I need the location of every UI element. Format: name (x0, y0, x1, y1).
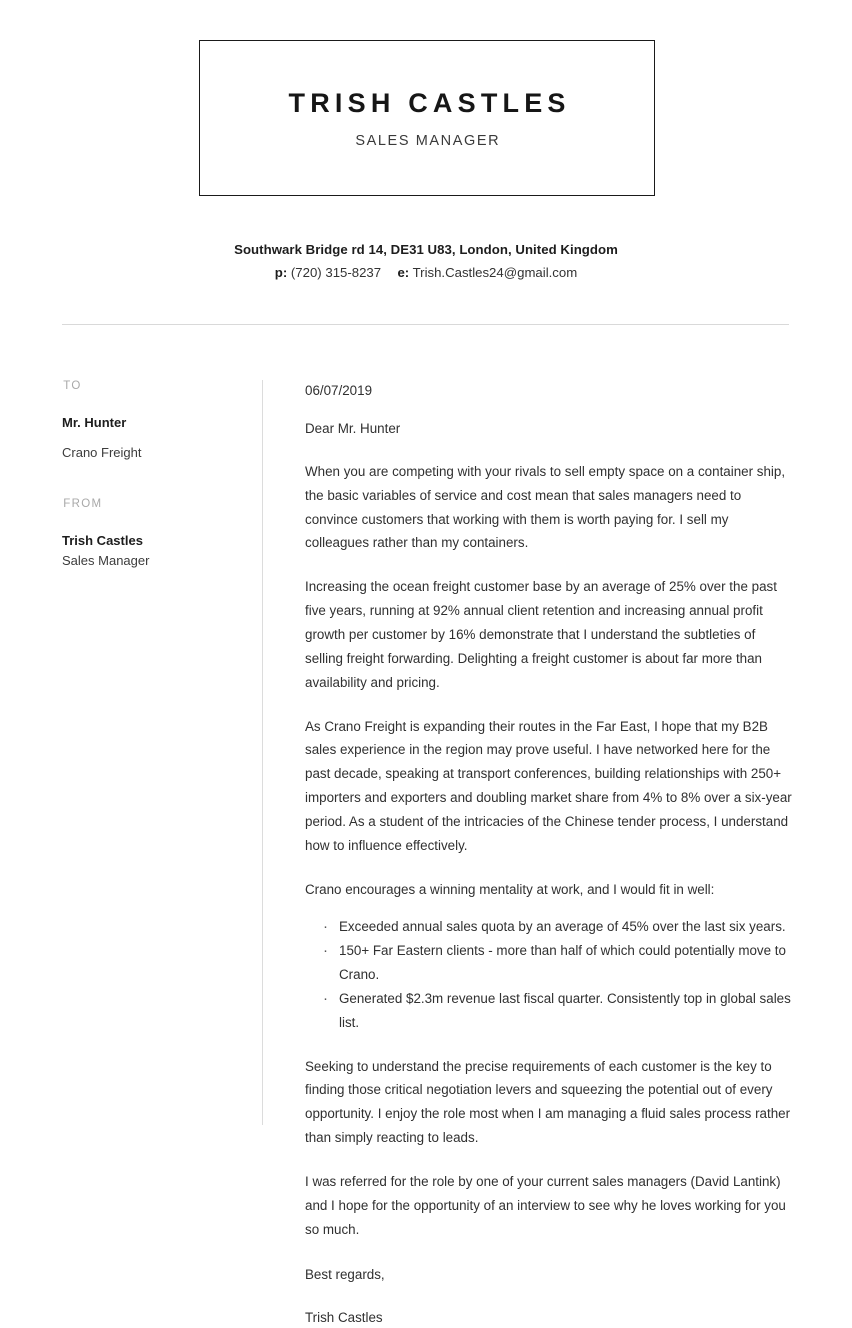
sidebar-to-label: TO (63, 380, 82, 392)
header-job-title: SALES MANAGER (355, 133, 501, 150)
letter-salutation: Dear Mr. Hunter (305, 421, 401, 437)
sidebar (62, 380, 247, 568)
sidebar-recipient-company: Crano Freight (62, 445, 142, 460)
letter-paragraph: Seeking to understand the precise requirements of each customer is the key to finding those critical negotiation levers and squeezing the potential out of every opportunity. I enjoy the role most when I am managing a fluid sales process rather than simply reacting to leads. (305, 1058, 791, 1146)
sidebar-sender-title: Sales Manager (62, 553, 150, 568)
sidebar-recipient-name: Mr. Hunter (62, 415, 127, 430)
letter-paragraph: When you are competing with your rivals to sell empty space on a container ship, the basic variables of service and cost mean that sales managers need to convince customers that working with them is worth paying for. I sell my colleagues rather than my containers. (305, 463, 786, 551)
letter-paragraph: I was referred for the role by one of your current sales managers (David Lantink) and I hope for the opportunity of an interview to see why he loves working for you so much. (305, 1174, 786, 1237)
sidebar-from-label: FROM (63, 498, 103, 510)
header-name-box (199, 40, 655, 196)
vertical-divider (262, 380, 263, 1125)
sidebar-sender-name: Trish Castles (62, 533, 143, 548)
page-title: TRISH CASTLES (288, 87, 571, 118)
list-item: · 150+ Far Eastern clients - more than half of which could potentially move to Crano. (322, 939, 793, 986)
letter-date: 06/07/2019 (305, 383, 373, 398)
letter-paragraph: As Crano Freight is expanding their routes in the Far East, I hope that my B2B sales experience in the region may prove useful. I have networked here for the past decade, speaking at transport conferences, building relationships with 250+ importers and exporters and doubling market share from 4% to 8% over a six-year period. As a student of the intricacies of the Chinese tender process, I understand how to influence effectively. (305, 718, 792, 853)
email-value: Trish.Castles24@gmail.com (412, 264, 578, 280)
contact-address: Southwark Bridge rd 14, DE31 U83, London, United Kingdom (234, 242, 618, 257)
letter-signature: Trish Castles (305, 1310, 383, 1326)
list-item: · Exceeded annual sales quota by an average of 45% over the last six years. (322, 915, 793, 939)
letter-paragraph: Increasing the ocean freight customer base by an average of 25% over the past five years, running at 92% annual client retention and increasing annual profit growth per customer by 16% demonstrate that I understand the subtleties of selling freight forwarding. Delighting a freight customer is about far more than availability and pricing. (305, 579, 777, 690)
letter-closing: Best regards, (305, 1266, 385, 1282)
email-label: e: (397, 264, 410, 280)
letter-paragraph: Crano encourages a winning mentality at work, and I would fit in well: (305, 881, 715, 897)
contact-block (0, 240, 852, 283)
contact-phone-email-line (0, 263, 852, 283)
achievements-list (305, 915, 793, 1035)
sidebar-gap (62, 460, 247, 498)
horizontal-divider (62, 324, 789, 325)
list-item: · Generated $2.3m revenue last fiscal quarter. Consistently top in global sales list. (322, 987, 793, 1034)
phone-value: (720) 315-8237 (290, 264, 382, 280)
phone-label: p: (274, 264, 288, 280)
letter-body (305, 380, 793, 1328)
